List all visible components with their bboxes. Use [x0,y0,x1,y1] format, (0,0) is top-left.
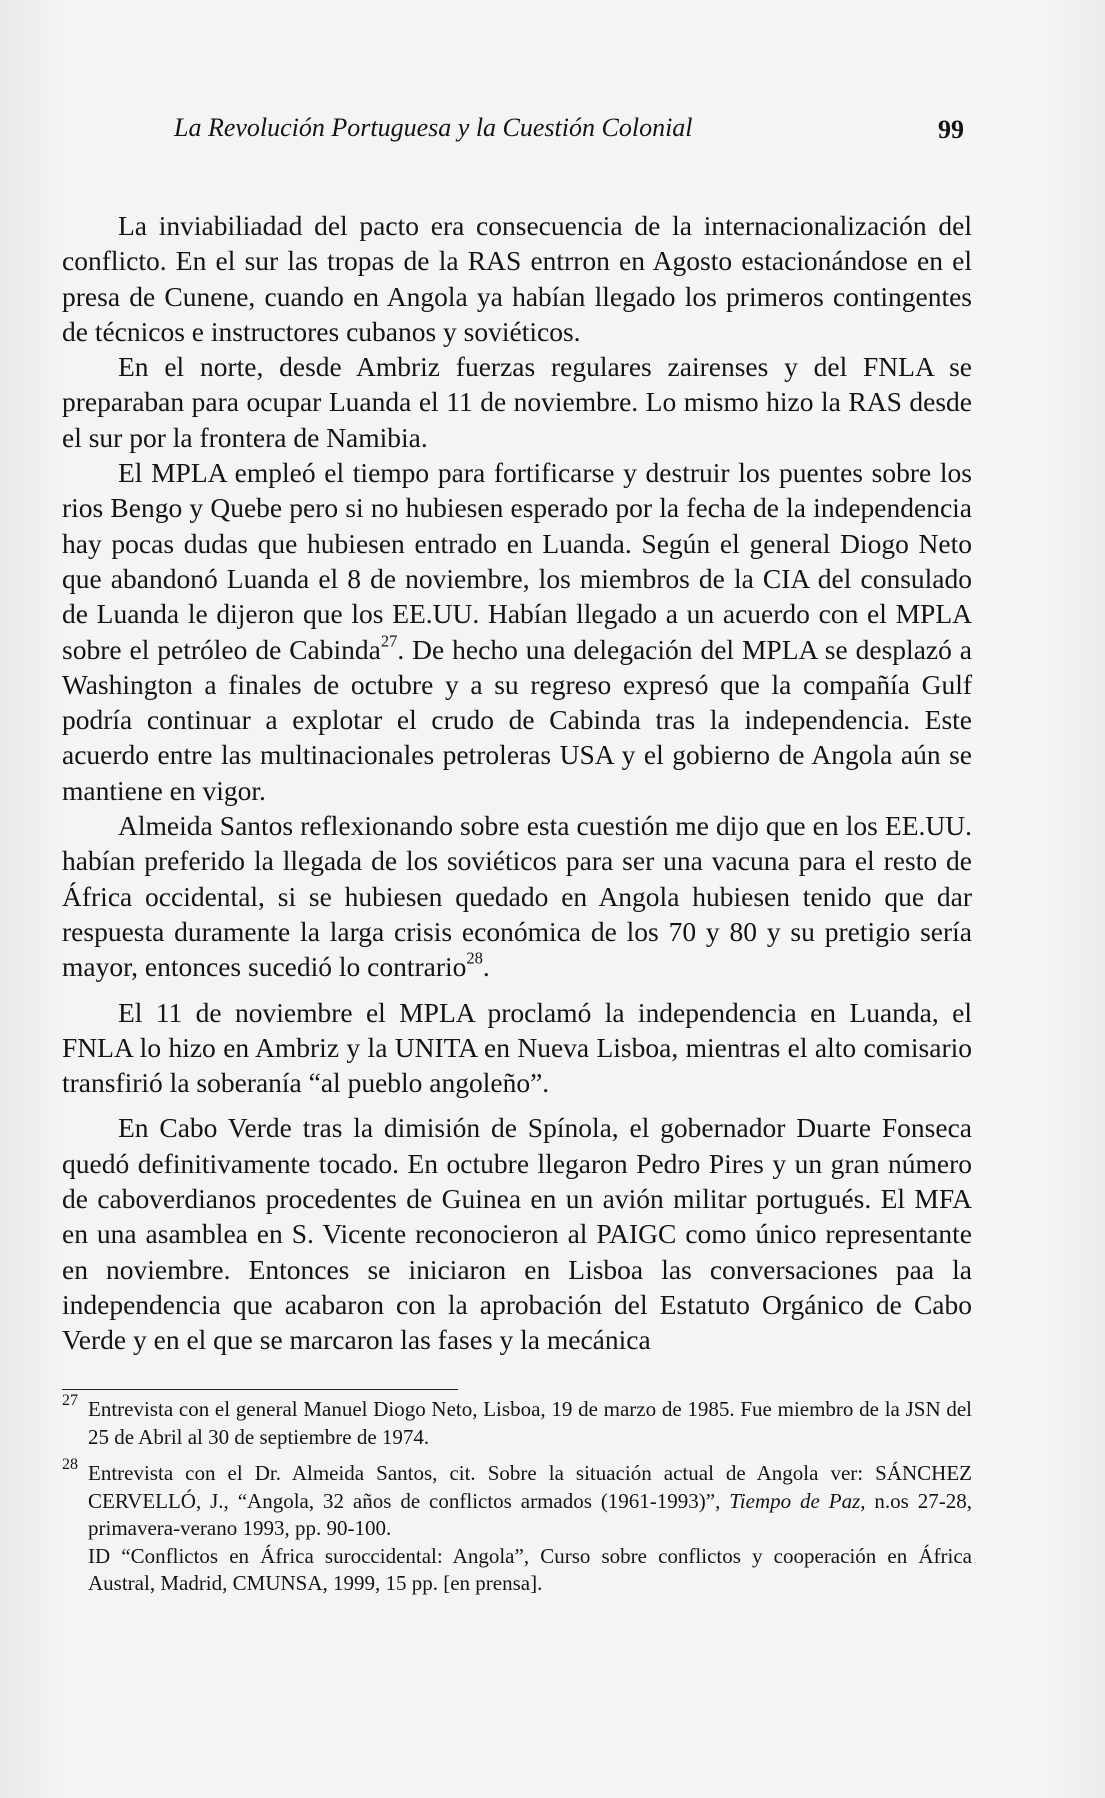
footnote-divider [62,1389,458,1390]
page-number: 99 [938,115,964,144]
paragraph-text: Almeida Santos reflexionando sobre esta cuestión me dijo que en los EE.UU. habían preferido la llegada de los soviéticos para ser una vacuna para el resto de África occidental, si se hubiesen quedado en Angola hubiesen tenido que dar respuesta duramente la larga crisis económica de los 70 y 80 y su pretigio sería mayor, entonces sucedió lo contrario [62,810,972,983]
paragraph-text: El MPLA empleó el tiempo para fortificarse y destruir los puentes sobre los rios Bengo y Quebe pero si no hubiesen esperado por la fecha de la independencia hay pocas dudas que hubiesen entrado en Luanda. Según el general Diogo Neto que abandonó Luanda el 8 de noviembre, los miembros de la CIA del consulado de Luanda le dijeron que los EE.UU. Habían llegado a un acuerdo con el MPLA sobre el petróleo de Cabinda [62,457,972,665]
paragraph-text: En el norte, desde Ambriz fuerzas regulares zairenses y del FNLA se preparaban para ocupar Luanda el 11 de noviembre. Lo mismo hizo la RAS desde el sur por la frontera de Namibia. [62,351,972,453]
paragraph-text: El 11 de noviembre el MPLA proclamó la independencia en Luanda, el FNLA lo hizo en Ambriz y la UNITA en Nueva Lisboa, mientras el alto comisario transfirió la soberanía “al pueblo angoleño”. [62,996,972,1099]
footnote-ref: 27 [380,631,398,651]
footnote [62,1392,972,1451]
footnote-continuation: ID “Conflictos en África suroccidental: Angola”, Curso sobre conflictos y cooperación en África Austral, Madrid, CMUNSA, 1999, 15 pp. [en prensa]. [88,1543,972,1595]
footnote-ref: 28 [466,948,483,968]
footnote-italic-title: Tiempo de Paz [729,1488,861,1513]
body-text [62,208,972,1358]
footnotes [62,1392,972,1598]
footnote-number: 27 [62,1392,78,1409]
paragraph-text: . De hecho una delegación del MPLA se desplazó a Washington a finales de octubre y a su regreso expresó que la compañía Gulf podría continuar a explotar el crudo de Cabinda tras la independencia. Este acuerdo entre las multinacionales petroleras USA y el gobierno de Angola aún se mantiene en vigor. [62,633,972,806]
paragraph [62,208,972,349]
running-head: La Revolución Portuguesa y la Cuestión Colonial [174,113,693,142]
paragraph-text: En Cabo Verde tras la dimisión de Spínola, el gobernador Duarte Fonseca quedó definitivamente tocado. En octubre llegaron Pedro Pires y un gran número de caboverdianos procedentes de Guinea en un avión militar portugués. El MFA en una asamblea en S. Vicente reconocieron al PAIGC como único representante en noviembre. Entonces se iniciaron en Lisboa las conversaciones paa la independencia que acabaron con la aprobación del Estatuto Orgánico de Cabo Verde y en el que se marcaron las fases y la mecánica [62,1112,972,1356]
paragraph [62,808,972,984]
paragraph-text: La inviabiliadad del pacto era consecuencia de la internacionalización del conflicto. En el sur las tropas de la RAS entrron en Agosto estacionándose en el presa de Cunene, cuando en Angola ya habían llegado los primeros contingentes de técnicos e instructores cubanos y soviéticos. [62,210,972,347]
paragraph [62,349,972,455]
paragraph-text: . [482,951,490,983]
paragraph [62,995,972,1101]
footnote [62,1456,972,1543]
footnote-text: , n.os 27-28, primavera-verano 1993, pp. 90-100. [88,1488,972,1540]
footnote-text: Entrevista con el Dr. Almeida Santos, cit. Sobre la situación actual de Angola ver: SÁNCHEZ CERVELLÓ, J., “Angola, 32 años de conflictos armados (1961-1993)”, [88,1461,972,1513]
footnote-text: Entrevista con el general Manuel Diogo Neto, Lisboa, 19 de marzo de 1985. Fue miembro de la JSN del 25 de Abril al 30 de septiembre de 1974. [88,1397,972,1449]
paragraph [62,455,972,808]
paragraph [62,1110,972,1357]
footnote-number: 28 [62,1456,78,1473]
